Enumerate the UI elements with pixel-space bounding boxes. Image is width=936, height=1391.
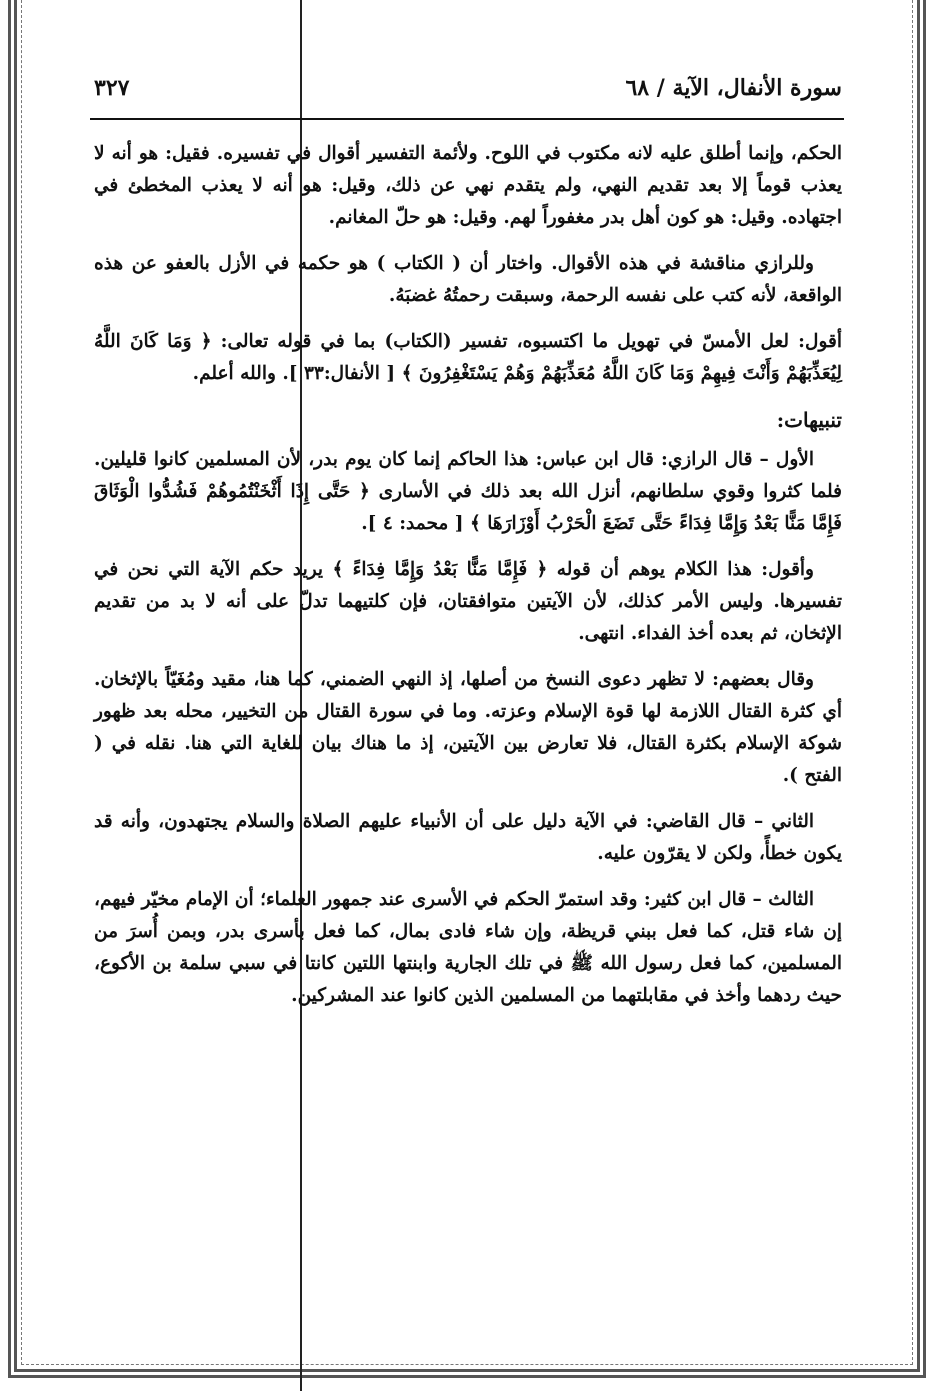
paragraph: الثالث – قال ابن كثير: وقد استمرّ الحكم في الأسرى عند جمهور العلماء؛ أن الإمام مخيّر فيهم، إن شاء قتل، كما فعل ببني قريظة، وإن شاء فادى بمال، كما فعل بأسرى بدر، وبمن أُسرَ من المسلمين، كما فعل رسول الله ﷺ في تلك الجارية وابنتها اللتين كانتا في سبي سلمة بن الأكوع، حيث ردهما وأخذ في مقابلتهما من المسلمين الذين كانوا عند المشركين. (94, 889, 842, 1006)
page-body (94, 138, 842, 1026)
section-heading: تنبيهات: (776, 408, 842, 432)
paragraph: الحكم، وإنما أطلق عليه لانه مكتوب في اللوح. ولأئمة التفسير أقوال في تفسيره. فقيل: هو أنه لا يعذب قوماً إلا بعد تقديم النهي، ولم يتقدم نهي عن ذلك، وقيل: هو أنه لا يعذب المخطئ في اجتهاده. وقيل: هو كون أهل بدر مغفوراً لهم. وقيل: هو حلّ المغانم. (94, 143, 842, 228)
paragraph: وأقول: هذا الكلام يوهم أن قوله ﴿ فَإِمَّا مَنًّا بَعْدُ وَإِمَّا فِدَاءً ﴾ يريد حكم الآية التي نحن في تفسيرها. وليس الأمر كذلك، لأن الآيتين متوافقتان، فإن كلتيهما تدلّ على أنه لا بد من تقديم الإثخان، ثم بعده أخذ الفداء. انتهى. (94, 559, 842, 644)
page-header (94, 68, 842, 108)
surah-title: سورة الأنفال، الآية / ٦٨ (625, 75, 842, 101)
paragraph: الأول – قال الرازي: قال ابن عباس: هذا الحاكم إنما كان يوم بدر، لأن المسلمين كانوا قليلين. فلما كثروا وقوي سلطانهم، أنزل الله بعد ذلك في الأسارى ﴿ حَتَّى إِذَا أَثْخَنْتُمُوهُمْ فَشُدُّوا الْوَثَاقَ فَإِمَّا مَنًّا بَعْدُ وَإِمَّا فِدَاءً حَتَّى تَضَعَ الْحَرْبُ أَوْزَارَهَا ﴾ [ محمد: ٤ ]. (94, 449, 842, 534)
header-divider (90, 118, 844, 120)
page-number: ٣٢٧ (94, 75, 130, 101)
paragraph: أقول: لعل الأمسّ في تهويل ما اكتسبوه، تفسير (الكتاب) بما في قوله تعالى: ﴿ وَمَا كَانَ اللَّهُ لِيُعَذِّبَهُمْ وَأَنْتَ فِيهِمْ وَمَا كَانَ اللَّهُ مُعَذِّبَهُمْ وَهُمْ يَسْتَغْفِرُونَ ﴾ [ الأنفال:٣٣ ]. والله أعلم. (94, 331, 842, 384)
paragraph: وللرازي مناقشة في هذه الأقوال. واختار أن ( الكتاب ) هو حكمه في الأزل بالعفو عن هذه الواقعة، لأنه كتب على نفسه الرحمة، وسبقت رحمتُهُ غضبَهُ. (94, 253, 842, 306)
paragraph: وقال بعضهم: لا تظهر دعوى النسخ من أصلها، إذ النهي الضمني، كما هنا، مقيد ومُغَيّاً بالإثخان. أي كثرة القتال اللازمة لها قوة الإسلام وعزته. وما في سورة القتال من التخيير، محله بعد ظهور شوكة الإسلام بكثرة القتال، فلا تعارض بين الآيتين، إذ ما هناك بيان للغاية التي هنا. نقله في ( الفتح ). (94, 669, 842, 786)
paragraph: الثاني – قال القاضي: في الآية دليل على أن الأنبياء عليهم الصلاة والسلام يجتهدون، وأنه قد يكون خطأً، ولكن لا يقرّون عليه. (94, 811, 842, 864)
